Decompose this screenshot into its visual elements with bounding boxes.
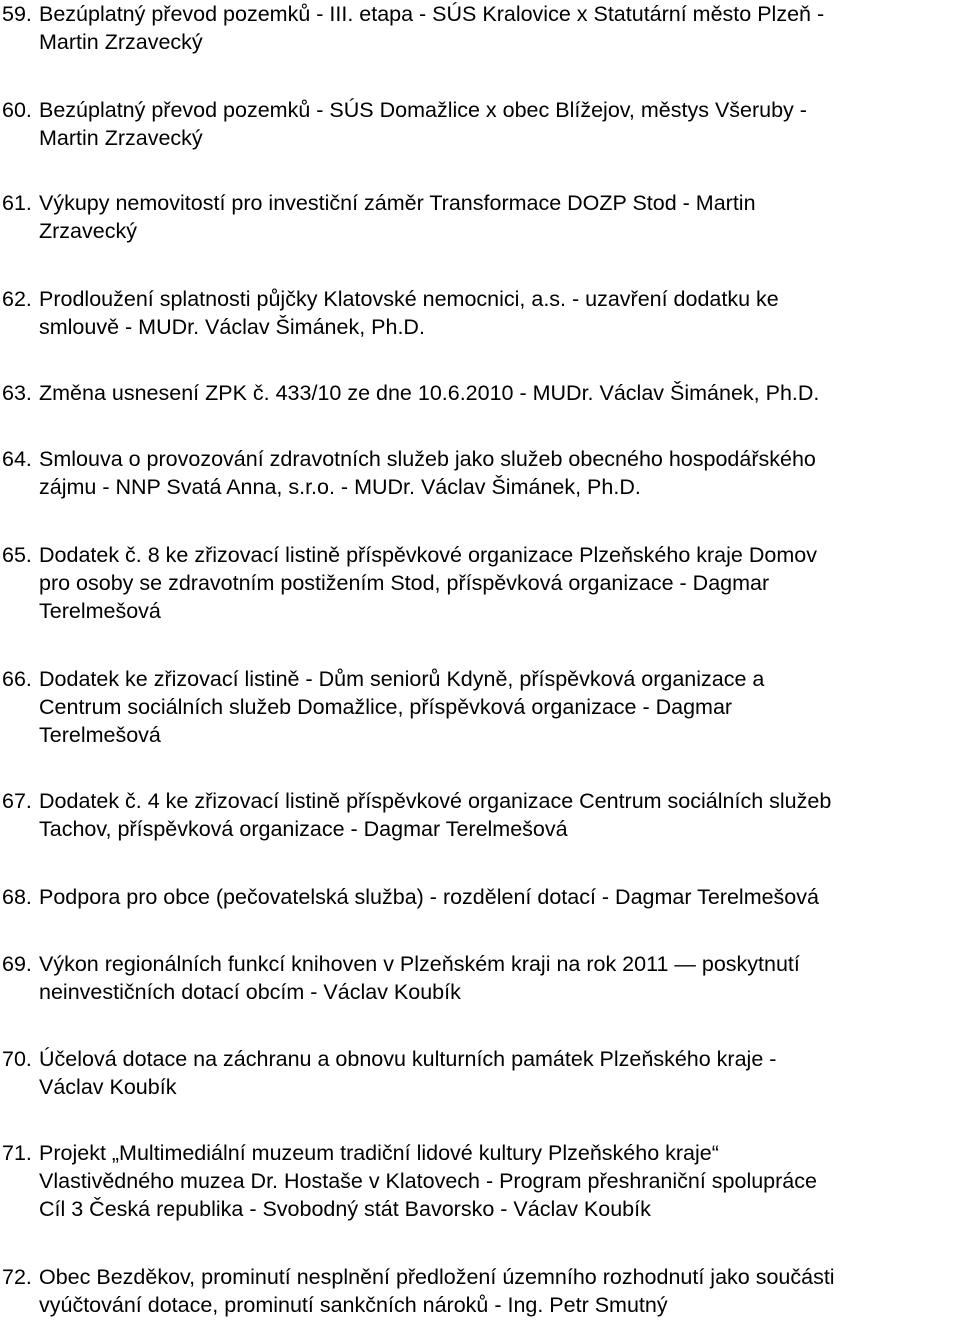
agenda-item-line: zájmu - NNP Svatá Anna, s.r.o. - MUDr. Václav Šimánek, Ph.D. <box>39 475 641 499</box>
agenda-item-line: Cíl 3 Česká republika - Svobodný stát Bavorsko - Václav Koubík <box>39 1197 651 1221</box>
agenda-item-text <box>39 285 954 341</box>
agenda-item-text <box>39 541 954 625</box>
agenda-item-text <box>39 96 954 152</box>
agenda-item-line: Terelmešová <box>39 599 161 623</box>
agenda-item-number: 72. <box>2 1265 32 1289</box>
agenda-item <box>0 541 960 625</box>
agenda-item-line: neinvestičních dotací obcím - Václav Koubík <box>39 980 461 1004</box>
agenda-item-number: 67. <box>2 789 32 813</box>
agenda-item-line: Výkupy nemovitostí pro investiční záměr Transformace DOZP Stod - Martin <box>39 191 756 215</box>
agenda-item-line: Tachov, příspěvková organizace - Dagmar Terelmešová <box>39 817 568 841</box>
agenda-item-number: 65. <box>2 543 32 567</box>
agenda-item <box>0 1045 960 1101</box>
agenda-item-line: Projekt „Multimediální muzeum tradiční lidové kultury Plzeňského kraje“ <box>39 1141 719 1165</box>
agenda-item-line: vyúčtování dotace, prominutí sankčních nároků - Ing. Petr Smutný <box>39 1293 668 1317</box>
agenda-item-number: 70. <box>2 1047 32 1071</box>
agenda-item-text <box>39 1263 954 1319</box>
agenda-item-line: Dodatek ke zřizovací listině - Dům seniorů Kdyně, příspěvková organizace a <box>39 667 765 691</box>
agenda-item-number: 63. <box>2 381 32 405</box>
agenda-item-line: Prodloužení splatnosti půjčky Klatovské nemocnici, a.s. - uzavření dodatku ke <box>39 287 779 311</box>
agenda-item-number: 62. <box>2 287 32 311</box>
agenda-item-line: Václav Koubík <box>39 1075 177 1099</box>
agenda-item-text <box>39 445 954 501</box>
agenda-item-number: 71. <box>2 1141 32 1165</box>
agenda-item-line: Terelmešová <box>39 723 161 747</box>
agenda-item <box>0 950 960 1006</box>
agenda-item-text <box>39 665 954 749</box>
agenda-item-line: Vlastivědného muzea Dr. Hostaše v Klatovech - Program přeshraniční spolupráce <box>39 1169 817 1193</box>
agenda-item-line: Podpora pro obce (pečovatelská služba) - rozdělení dotací - Dagmar Terelmešová <box>39 885 819 909</box>
agenda-item-text <box>39 883 954 911</box>
agenda-item-number: 66. <box>2 667 32 691</box>
agenda-item-text <box>39 379 954 407</box>
agenda-item-number: 60. <box>2 98 32 122</box>
agenda-item <box>0 1263 960 1319</box>
agenda-item-line: Zrzavecký <box>39 219 137 243</box>
agenda-item <box>0 285 960 341</box>
agenda-item-text <box>39 189 954 245</box>
agenda-item-text <box>39 0 954 56</box>
agenda-item-line: Bezúplatný převod pozemků - SÚS Domažlice x obec Blížejov, městys Všeruby - <box>39 98 807 122</box>
agenda-item-line: Martin Zrzavecký <box>39 126 203 150</box>
agenda-item <box>0 189 960 245</box>
agenda-item-line: Bezúplatný převod pozemků - III. etapa - SÚS Kralovice x Statutární město Plzeň - <box>39 2 825 26</box>
agenda-item-text <box>39 1045 954 1101</box>
agenda-item-line: Dodatek č. 8 ke zřizovací listině příspěvkové organizace Plzeňského kraje Domov <box>39 543 817 567</box>
agenda-item-line: Obec Bezděkov, prominutí nesplnění předložení územního rozhodnutí jako součásti <box>39 1265 835 1289</box>
agenda-item-text <box>39 787 954 843</box>
agenda-item-text <box>39 950 954 1006</box>
agenda-item-number: 68. <box>2 885 32 909</box>
agenda-item <box>0 96 960 152</box>
agenda-item-number: 61. <box>2 191 32 215</box>
agenda-item-line: Dodatek č. 4 ke zřizovací listině příspěvkové organizace Centrum sociálních služeb <box>39 789 832 813</box>
agenda-item-line: smlouvě - MUDr. Václav Šimánek, Ph.D. <box>39 315 425 339</box>
agenda-item <box>0 665 960 749</box>
agenda-item <box>0 379 960 407</box>
agenda-item-line: Změna usnesení ZPK č. 433/10 ze dne 10.6.2010 - MUDr. Václav Šimánek, Ph.D. <box>39 381 820 405</box>
agenda-item <box>0 1139 960 1223</box>
agenda-item-number: 64. <box>2 447 32 471</box>
agenda-item-line: Výkon regionálních funkcí knihoven v Plzeňském kraji na rok 2011 — poskytnutí <box>39 952 800 976</box>
agenda-item-line: Martin Zrzavecký <box>39 30 203 54</box>
agenda-item-text <box>39 1139 954 1223</box>
agenda-item <box>0 0 960 56</box>
agenda-item <box>0 787 960 843</box>
agenda-item-number: 59. <box>2 2 32 26</box>
agenda-item-number: 69. <box>2 952 32 976</box>
agenda-item-line: Centrum sociálních služeb Domažlice, příspěvková organizace - Dagmar <box>39 695 733 719</box>
agenda-item <box>0 445 960 501</box>
agenda-item-line: Účelová dotace na záchranu a obnovu kulturních památek Plzeňského kraje - <box>39 1047 777 1071</box>
agenda-item-line: pro osoby se zdravotním postižením Stod, příspěvková organizace - Dagmar <box>39 571 770 595</box>
agenda-item <box>0 883 960 911</box>
agenda-item-line: Smlouva o provozování zdravotních služeb jako služeb obecného hospodářského <box>39 447 816 471</box>
